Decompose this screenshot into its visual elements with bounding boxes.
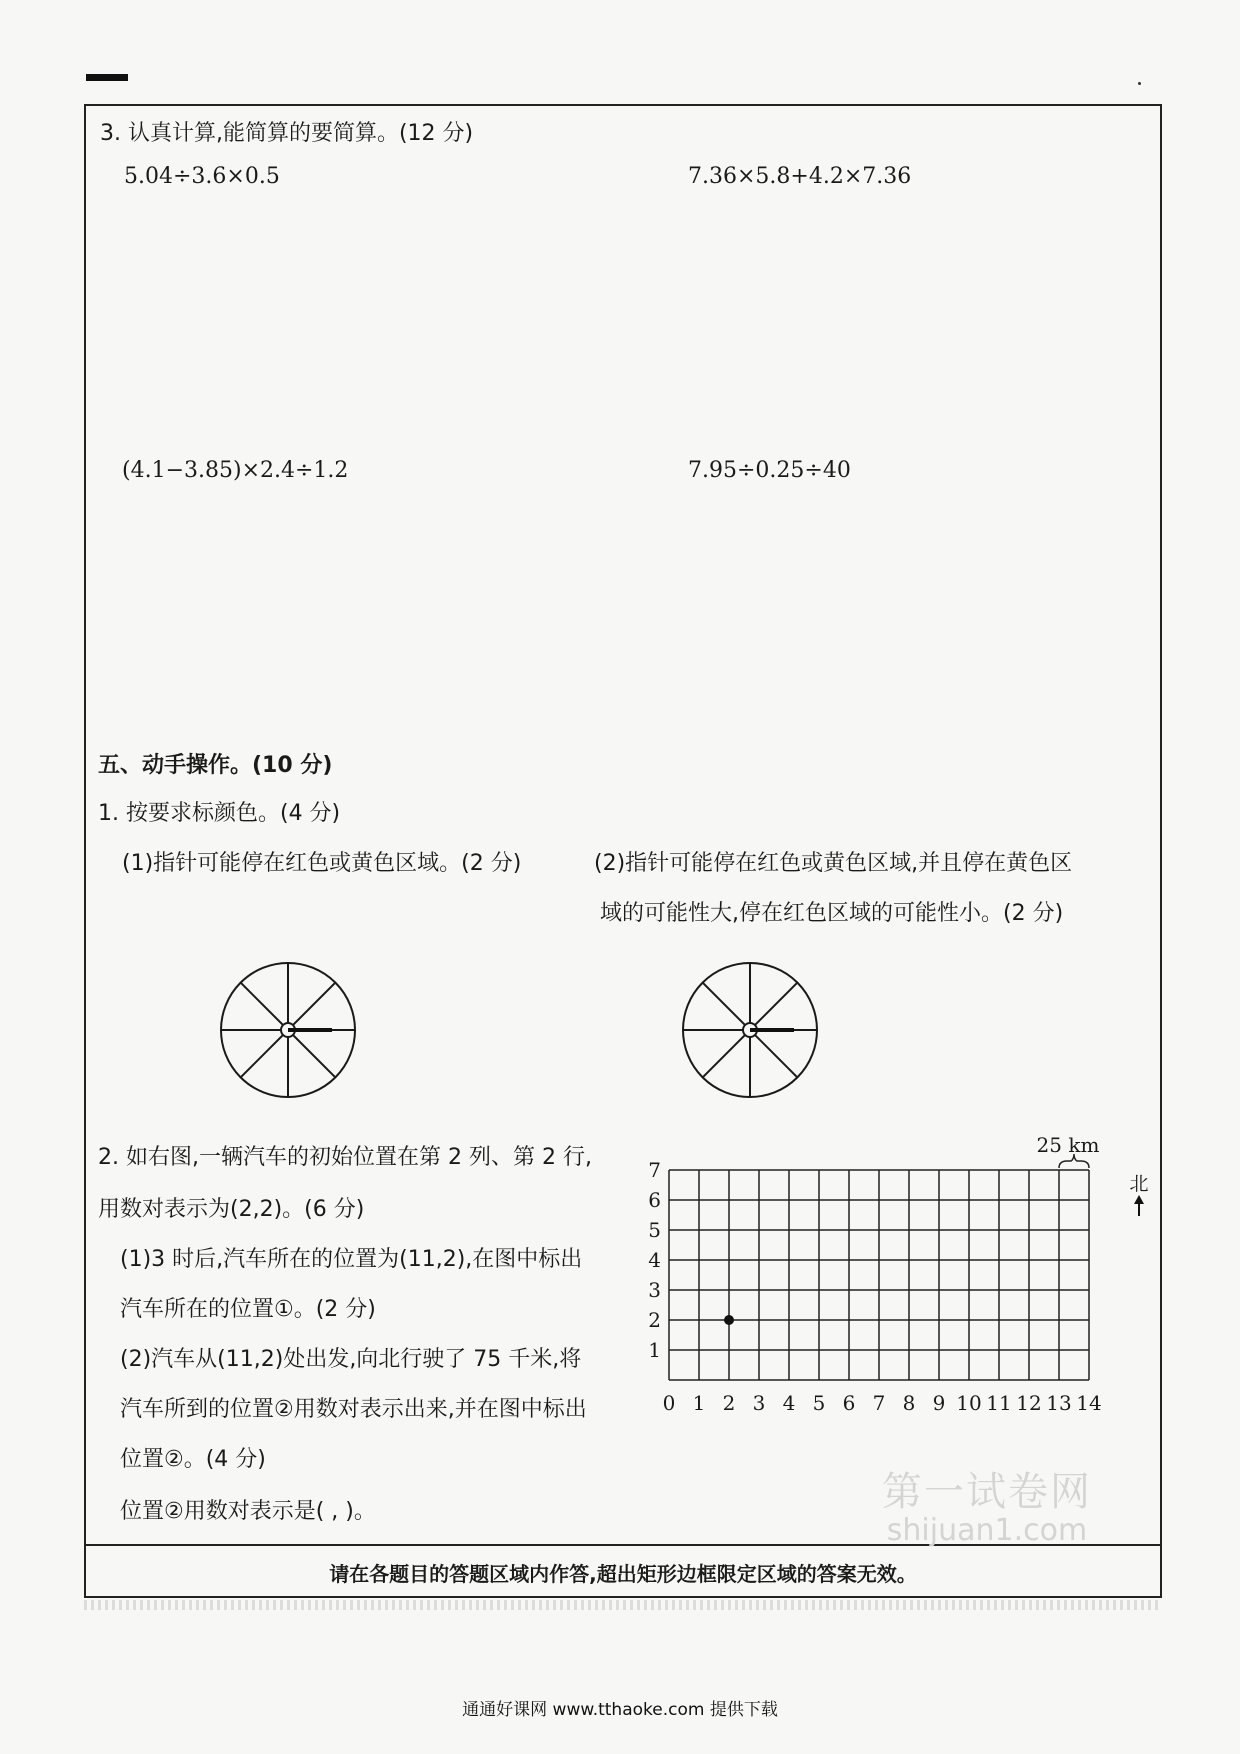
- scan-strip: [84, 1600, 1162, 1610]
- q3-title: 3. 认真计算,能简算的要简算。(12 分): [100, 121, 474, 146]
- x-tick-label: 2: [722, 1391, 736, 1415]
- x-tick-label: 8: [902, 1391, 916, 1415]
- y-tick-label: 1: [648, 1338, 661, 1362]
- y-tick-label: 5: [648, 1218, 661, 1242]
- s5-q2-line5: (2)汽车从(11,2)处出发,向北行驶了 75 千米,将: [120, 1347, 582, 1372]
- scale-label: 25 km: [1036, 1133, 1100, 1157]
- watermark-line2: shijuan1.com: [886, 1513, 1088, 1548]
- y-tick-label: 6: [648, 1188, 661, 1212]
- x-tick-label: 1: [692, 1391, 706, 1415]
- y-tick-label: 2: [648, 1308, 661, 1332]
- x-tick-label: 4: [782, 1391, 796, 1415]
- download-footer: 通通好课网 www.tthaoke.com 提供下载: [462, 1700, 778, 1720]
- s5-q2-line6: 汽车所到的位置②用数对表示出来,并在图中标出: [120, 1397, 587, 1422]
- y-tick-label: 3: [648, 1278, 661, 1302]
- s5-q2-line8: 位置②用数对表示是( , )。: [120, 1499, 376, 1524]
- x-tick-label: 13: [1046, 1391, 1072, 1415]
- x-tick-label: 6: [842, 1391, 856, 1415]
- x-tick-label: 14: [1076, 1391, 1102, 1415]
- answer-area-notice: 请在各题目的答题区域内作答,超出矩形边框限定区域的答案无效。: [84, 1544, 1162, 1598]
- q3-expression-3: (4.1−3.85)×2.4÷1.2: [122, 458, 349, 483]
- s5-q2-line3: (1)3 时后,汽车所在的位置为(11,2),在图中标出: [120, 1247, 583, 1272]
- s5-q2-line7: 位置②。(4 分): [120, 1447, 266, 1472]
- y-tick-label: 7: [648, 1158, 661, 1182]
- north-label: 北: [1129, 1173, 1149, 1195]
- q3-expression-2: 7.36×5.8+4.2×7.36: [688, 164, 912, 189]
- x-tick-label: 3: [752, 1391, 766, 1415]
- x-tick-label: 9: [932, 1391, 946, 1415]
- x-tick-label: 7: [872, 1391, 886, 1415]
- s5-q2-line2: 用数对表示为(2,2)。(6 分): [98, 1197, 365, 1222]
- x-tick-label: 0: [662, 1391, 676, 1415]
- s5-q1-part2-line1: (2)指针可能停在红色或黄色区域,并且停在黄色区: [594, 851, 1073, 876]
- s5-q2-line4: 汽车所在的位置①。(2 分): [120, 1297, 376, 1322]
- x-tick-label: 5: [812, 1391, 826, 1415]
- x-tick-label: 11: [986, 1391, 1012, 1415]
- x-tick-label: 12: [1016, 1391, 1042, 1415]
- s5-q2-line1: 2. 如右图,一辆汽车的初始位置在第 2 列、第 2 行,: [98, 1145, 592, 1170]
- watermark: [872, 1460, 1102, 1548]
- s5-q1-part1: (1)指针可能停在红色或黄色区域。(2 分): [122, 851, 522, 876]
- watermark-line1: 第一试卷网: [882, 1469, 1092, 1515]
- q3-expression-4: 7.95÷0.25÷40: [688, 458, 851, 483]
- x-tick-label: 10: [956, 1391, 982, 1415]
- north-arrowhead-icon: [1134, 1195, 1144, 1204]
- s5-q1-title: 1. 按要求标颜色。(4 分): [98, 801, 341, 826]
- y-tick-label: 4: [648, 1248, 661, 1272]
- s5-q1-part2-line2: 域的可能性大,停在红色区域的可能性小。(2 分): [600, 901, 1064, 926]
- section5-title: 五、动手操作。(10 分): [98, 753, 333, 778]
- q3-expression-1: 5.04÷3.6×0.5: [124, 164, 280, 189]
- start-point: [724, 1315, 734, 1325]
